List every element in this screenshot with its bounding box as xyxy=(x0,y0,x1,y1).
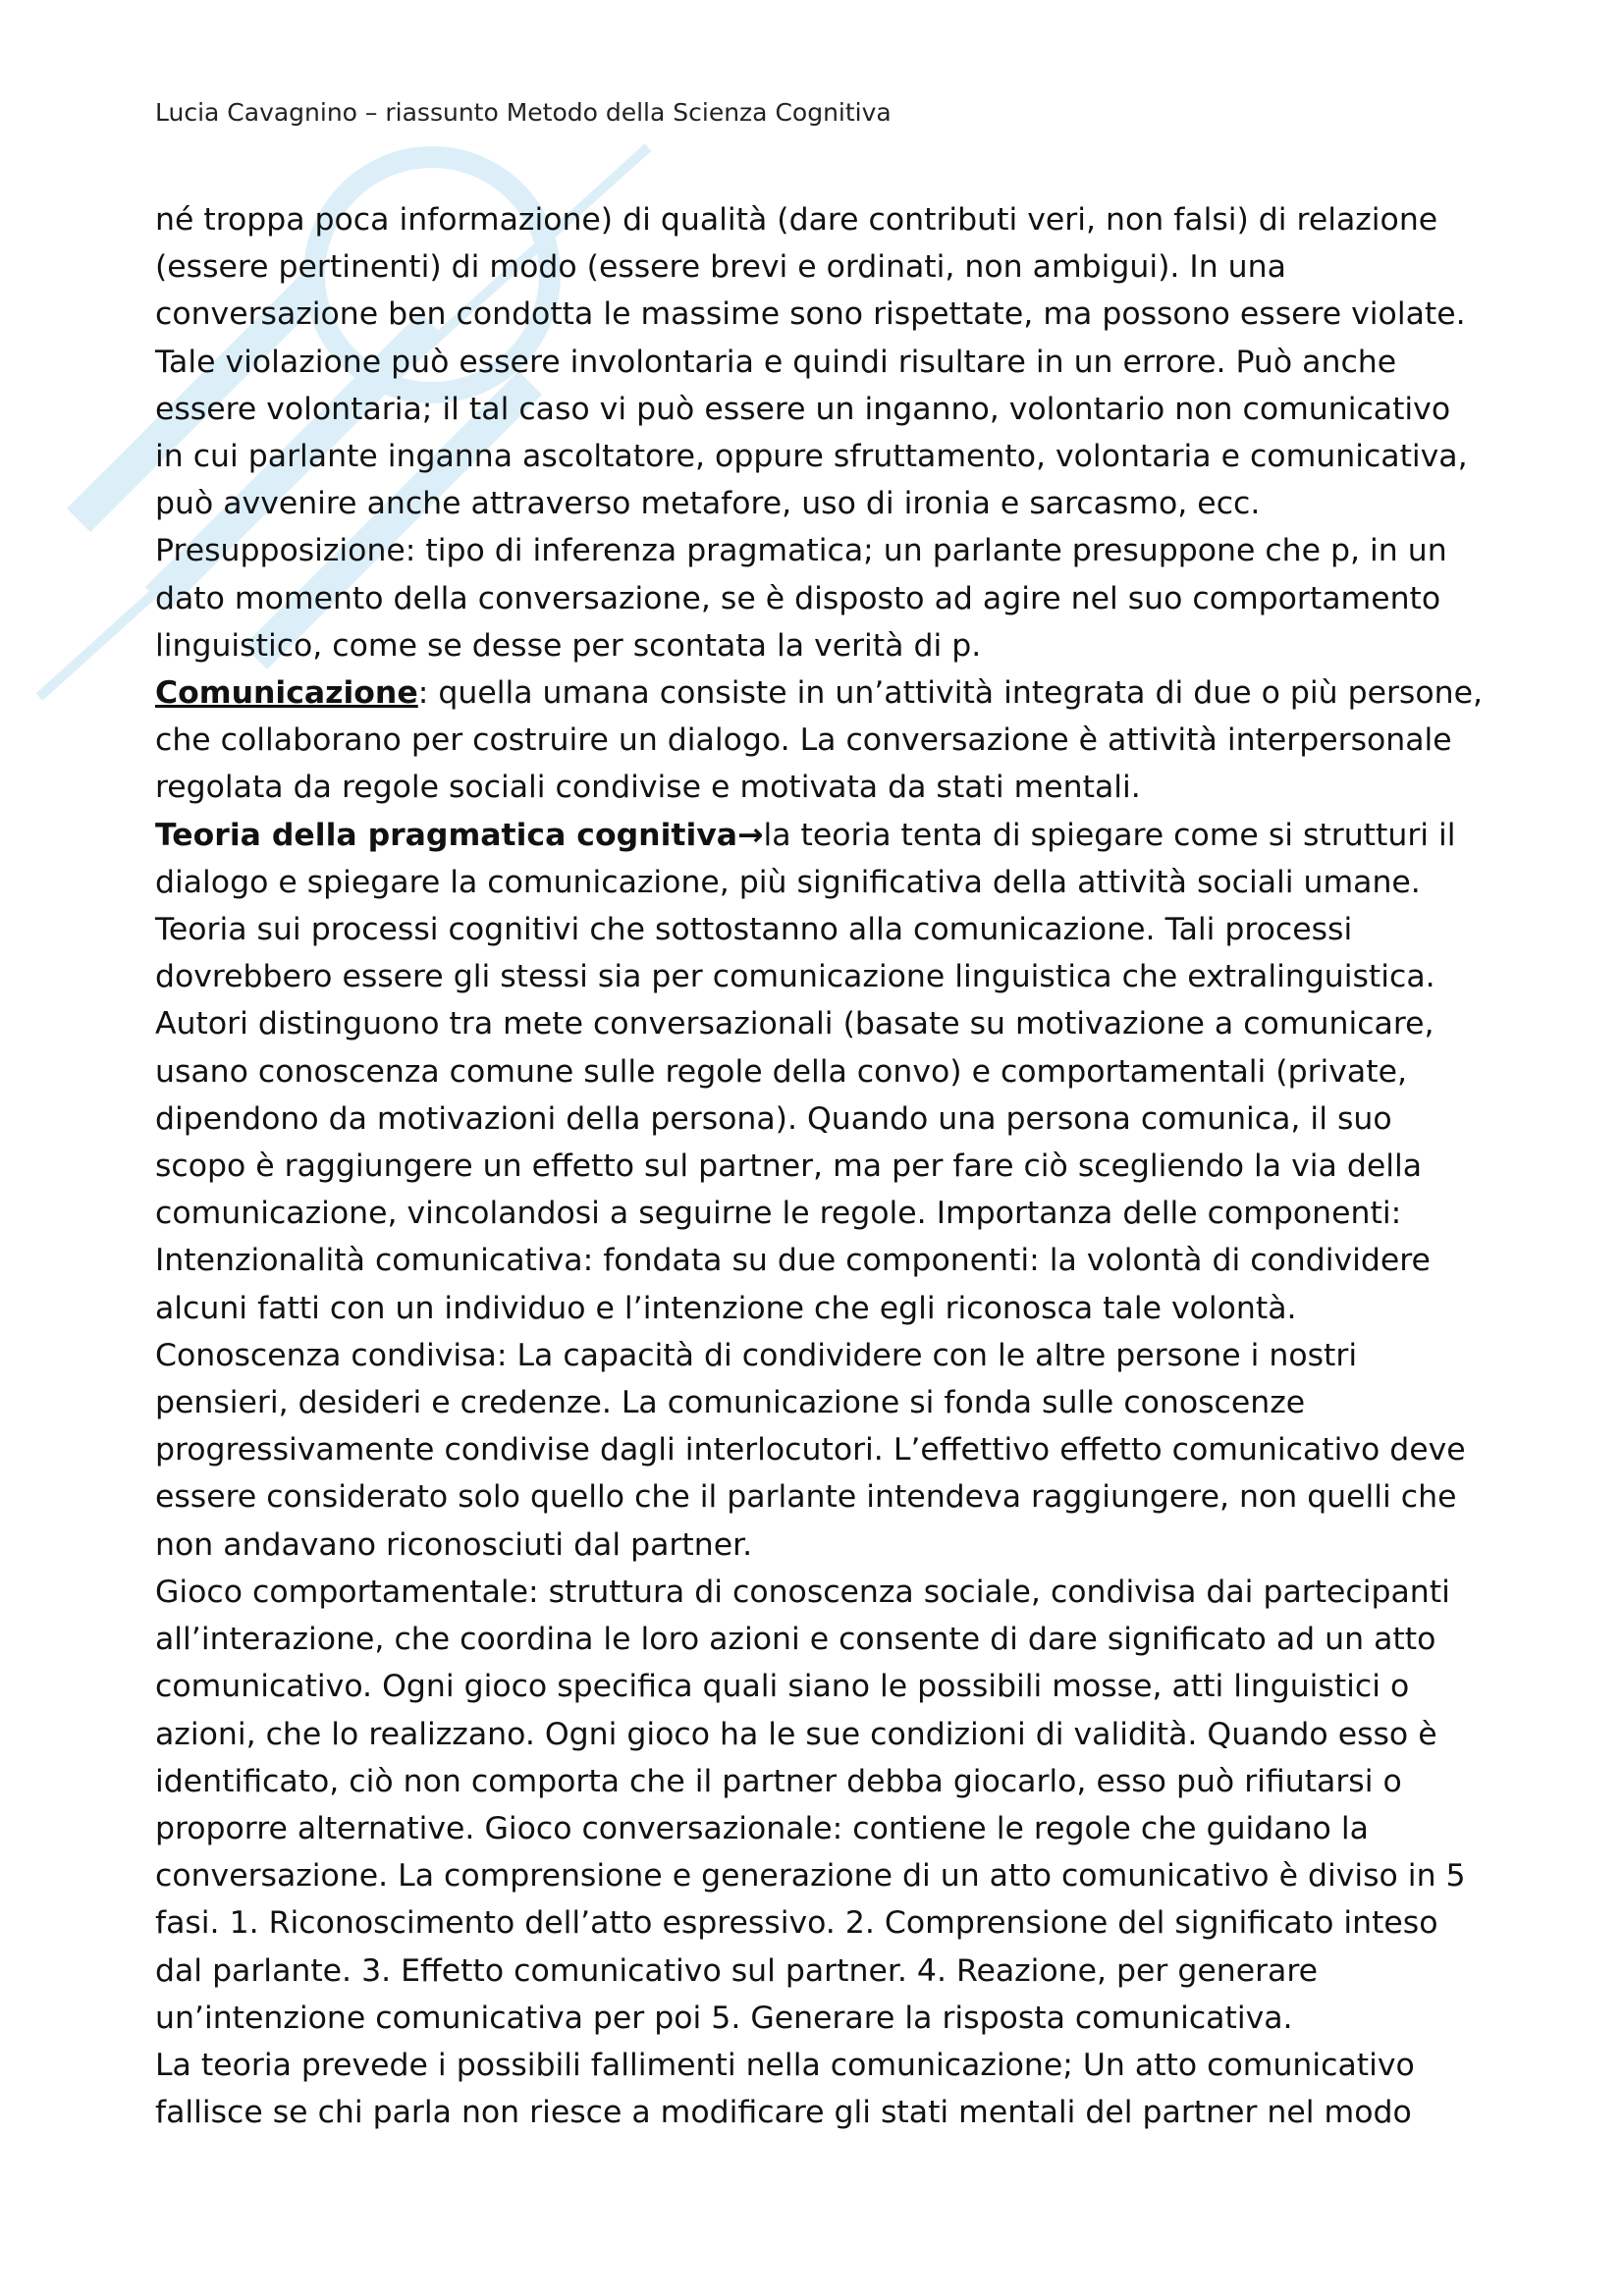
text-line: Teoria sui processi cognitivi che sottostanno alla comunicazione. Tali processi xyxy=(155,912,1353,948)
text-line: Intenzionalità comunicativa: fondata su due componenti: la volontà di condividere xyxy=(155,1243,1431,1279)
text-line: dato momento della conversazione, se è disposto ad agire nel suo comportamento xyxy=(155,580,1441,616)
text-line: in cui parlante inganna ascoltatore, oppure sfruttamento, volontaria e comunicativa, xyxy=(155,439,1468,475)
text-line: essere considerato solo quello che il parlante intendeva raggiungere, non quelli che xyxy=(155,1479,1457,1516)
text-line: può avvenire anche attraverso metafore, uso di ironia e sarcasmo, ecc. xyxy=(155,486,1261,522)
text-line: proporre alternative. Gioco conversazionale: contiene le regole che guidano la xyxy=(155,1810,1369,1846)
text-line: azioni, che lo realizzano. Ogni gioco ha le sue condizioni di validità. Quando esso è xyxy=(155,1716,1437,1752)
arrow-right-icon: → xyxy=(737,817,764,853)
page-header: Lucia Cavagnino – riassunto Metodo della Scienza Cognitiva xyxy=(155,98,892,127)
comunicazione-line xyxy=(155,669,1490,717)
teoria-definition: la teoria tenta di spiegare come si strutturi il xyxy=(763,817,1456,853)
text-line: che collaborano per costruire un dialogo. La conversazione è attività interpersonale xyxy=(155,722,1452,759)
text-line: non andavano riconosciuti dal partner. xyxy=(155,1526,753,1563)
text-line: né troppa poca informazione) di qualità (dare contributi veri, non falsi) di relazione xyxy=(155,202,1438,238)
teoria-term: Teoria della pragmatica cognitiva xyxy=(155,817,738,853)
text-line: Conoscenza condivisa: La capacità di condividere con le altre persone i nostri xyxy=(155,1337,1358,1373)
teoria-line xyxy=(155,812,1490,859)
text-line: Tale violazione può essere involontaria e quindi risultare in un errore. Può anche xyxy=(155,344,1397,380)
text-line: comunicativo. Ogni gioco specifica quali siano le possibili mosse, atti linguistici o xyxy=(155,1669,1410,1705)
text-line: scopo è raggiungere un effetto sul partner, ma per fare ciò scegliendo la via della xyxy=(155,1148,1423,1185)
text-line: linguistico, come se desse per scontata la verità di p. xyxy=(155,627,982,664)
text-line: dal parlante. 3. Effetto comunicativo sul partner. 4. Reazione, per generare xyxy=(155,1952,1319,1989)
text-line: Gioco comportamentale: struttura di conoscenza sociale, condivisa dai partecipanti xyxy=(155,1574,1450,1610)
text-line: usano conoscenza comune sulle regole della convo) e comportamentali (private, xyxy=(155,1053,1407,1090)
text-line: Autori distinguono tra mete conversazionali (basate su motivazione a comunicare, xyxy=(155,1006,1435,1042)
text-line: fallisce se chi parla non riesce a modificare gli stati mentali del partner nel modo xyxy=(155,2095,1412,2131)
text-line: progressivamente condivise dagli interlocutori. L’effettivo effetto comunicativo deve xyxy=(155,1432,1466,1468)
text-line: essere volontaria; il tal caso vi può essere un inganno, volontario non comunicativo xyxy=(155,391,1451,427)
comunicazione-definition: : quella umana consiste in un’attività integrata di due o più persone, xyxy=(417,675,1483,712)
text-line: dipendono da motivazioni della persona). Quando una persona comunica, il suo xyxy=(155,1100,1392,1137)
text-line: dovrebbero essere gli stessi sia per comunicazione linguistica che extralinguistica. xyxy=(155,959,1435,995)
text-line: identificato, ciò non comporta che il partner debba giocarlo, esso può rifiutarsi o xyxy=(155,1763,1402,1799)
text-line: un’intenzione comunicativa per poi 5. Generare la risposta comunicativa. xyxy=(155,2000,1293,2036)
text-line: comunicazione, vincolandosi a seguirne le regole. Importanza delle componenti: xyxy=(155,1196,1402,1232)
text-line: alcuni fatti con un individuo e l’intenzione che egli riconosca tale volontà. xyxy=(155,1290,1297,1326)
text-line: conversazione ben condotta le massime sono rispettate, ma possono essere violate. xyxy=(155,296,1466,333)
text-line: conversazione. La comprensione e generazione di un atto comunicativo è diviso in 5 xyxy=(155,1858,1466,1895)
body-text xyxy=(155,196,1490,2136)
text-line: La teoria prevede i possibili fallimenti nella comunicazione; Un atto comunicativo xyxy=(155,2047,1415,2083)
text-line: Presupposizione: tipo di inferenza pragmatica; un parlante presuppone che p, in un xyxy=(155,533,1447,569)
text-line: pensieri, desideri e credenze. La comunicazione si fonda sulle conoscenze xyxy=(155,1385,1306,1421)
text-line: dialogo e spiegare la comunicazione, più significativa della attività sociali umane. xyxy=(155,864,1421,900)
comunicazione-term: Comunicazione xyxy=(155,675,418,712)
text-line: fasi. 1. Riconoscimento dell’atto espressivo. 2. Comprensione del significato inteso xyxy=(155,1905,1438,1942)
text-line: (essere pertinenti) di modo (essere brevi e ordinati, non ambigui). In una xyxy=(155,249,1286,286)
text-line: all’interazione, che coordina le loro azioni e consente di dare significato ad un atto xyxy=(155,1622,1436,1658)
text-line: regolata da regole sociali condivise e motivata da stati mentali. xyxy=(155,770,1141,806)
